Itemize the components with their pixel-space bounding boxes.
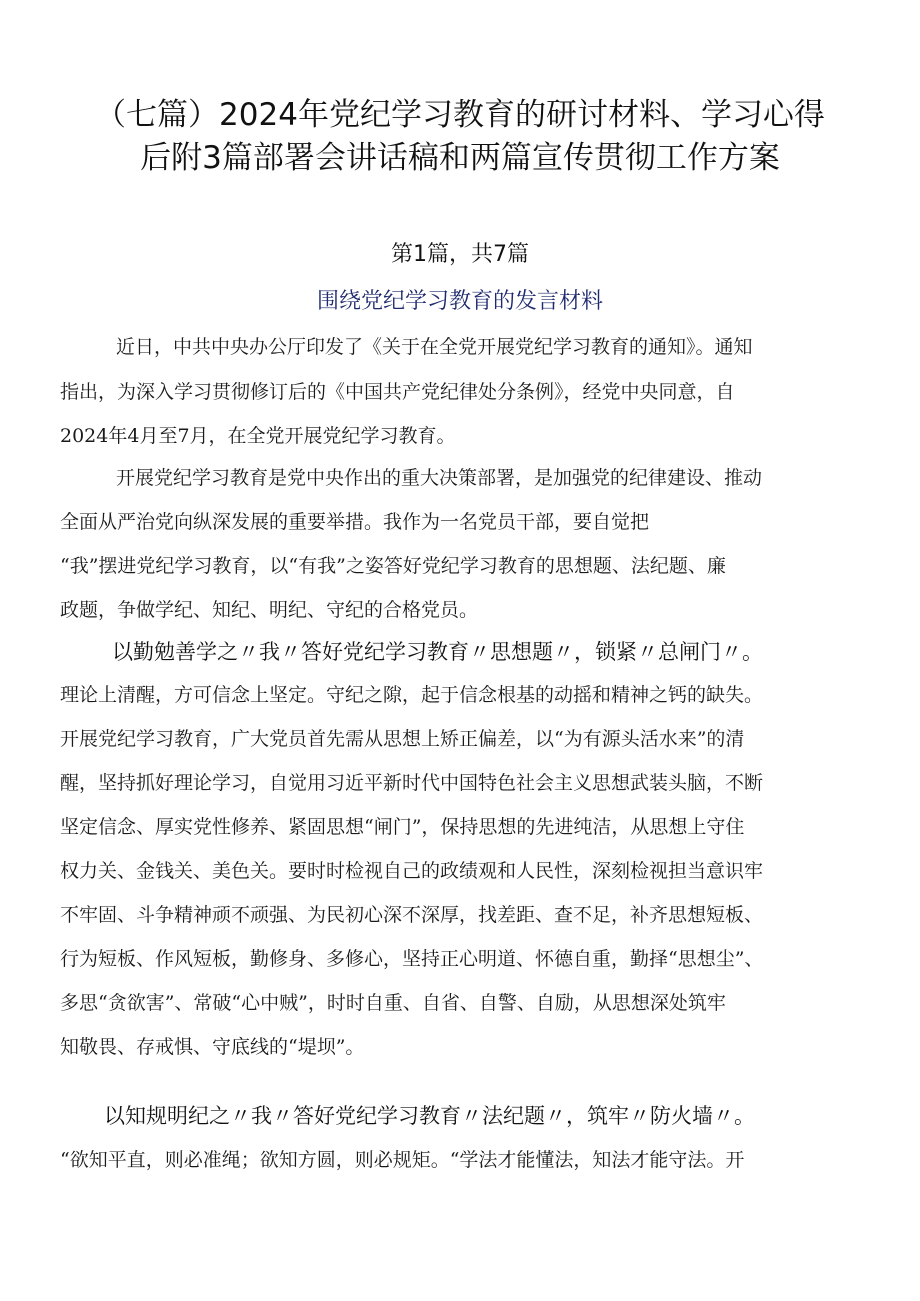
section-heading-2: 以知规明纪之〃我〃答好党纪学习教育〃法纪题〃，筑牢〃防火墙〃。 bbox=[104, 1104, 755, 1128]
paragraph-3-line: 坚定信念、厚实党性修养、紧固思想“闸门”，保持思想的先进纯洁，从思想上守住 bbox=[60, 816, 745, 838]
paragraph-2-line: 开展党纪学习教育是党中央作出的重大决策部署，是加强党的纪律建设、推动 bbox=[116, 467, 763, 489]
paragraph-2-line: “我”摆进党纪学习教育，以“有我”之姿答好党纪学习教育的思想题、法纪题、廉 bbox=[60, 555, 726, 577]
section-heading-1: 以勤勉善学之〃我〃答好党纪学习教育〃思想题〃，锁紧〃总闸门〃。 bbox=[112, 640, 763, 664]
paragraph-3-line: 理论上清醒，方可信念上坚定。守纪之隙，起于信念根基的动摇和精神之钙的缺失。 bbox=[60, 684, 764, 706]
document-title-line-1: （七篇）2024年党纪学习教育的研讨材料、学习心得 bbox=[95, 97, 825, 133]
paragraph-1-line: 近日，中共中央办公厅印发了《关于在全党开展党纪学习教育的通知》。通知 bbox=[116, 336, 753, 358]
paragraph-3-line: 开展党纪学习教育，广大党员首先需从思想上矫正偏差，以“为有源头活水来”的清 bbox=[60, 728, 745, 750]
part-title: 围绕党纪学习教育的发言材料 bbox=[316, 289, 603, 314]
document-title-line-2: 后附3篇部署会讲话稿和两篇宣传贯彻工作方案 bbox=[140, 140, 780, 176]
paragraph-1-line: 2024年4月至7月，在全党开展党纪学习教育。 bbox=[60, 425, 456, 447]
paragraph-3-line: 行为短板、作风短板，勤修身、多修心，坚持正心明道、怀德自重，勤择“思想尘”、 bbox=[60, 948, 764, 970]
paragraph-3-line: 权力关、金钱关、美色关。要时时检视自己的政绩观和人民性，深刻检视担当意识牢 bbox=[60, 860, 764, 882]
paragraph-2-line: 政题，争做学纪、知纪、明纪、守纪的合格党员。 bbox=[60, 599, 479, 621]
paragraph-4-line: “欲知平直，则必准绳；欲知方圆，则必规矩。“学法才能懂法，知法才能守法。开 bbox=[60, 1149, 745, 1171]
paragraph-3-line: 多思“贪欲害”、常破“心中贼”，时时自重、自省、自警、自励，从思想深处筑牢 bbox=[60, 992, 726, 1014]
paragraph-3-line: 不牢固、斗争精神顽不顽强、为民初心深不深厚，找差距、查不足，补齐思想短板、 bbox=[60, 904, 764, 926]
paragraph-3-line: 知敬畏、存戒惧、守底线的“堤坝”。 bbox=[60, 1036, 365, 1058]
paragraph-3-line: 醒，坚持抓好理论学习，自觉用习近平新时代中国特色社会主义思想武装头脑，不断 bbox=[60, 772, 764, 794]
paragraph-2-line: 全面从严治党向纵深发展的重要举措。我作为一名党员干部，要自觉把 bbox=[60, 511, 650, 533]
part-label: 第1篇，共7篇 bbox=[391, 242, 529, 267]
paragraph-1-line: 指出，为深入学习贯彻修订后的《中国共产党纪律处分条例》，经党中央同意，自 bbox=[60, 381, 735, 403]
